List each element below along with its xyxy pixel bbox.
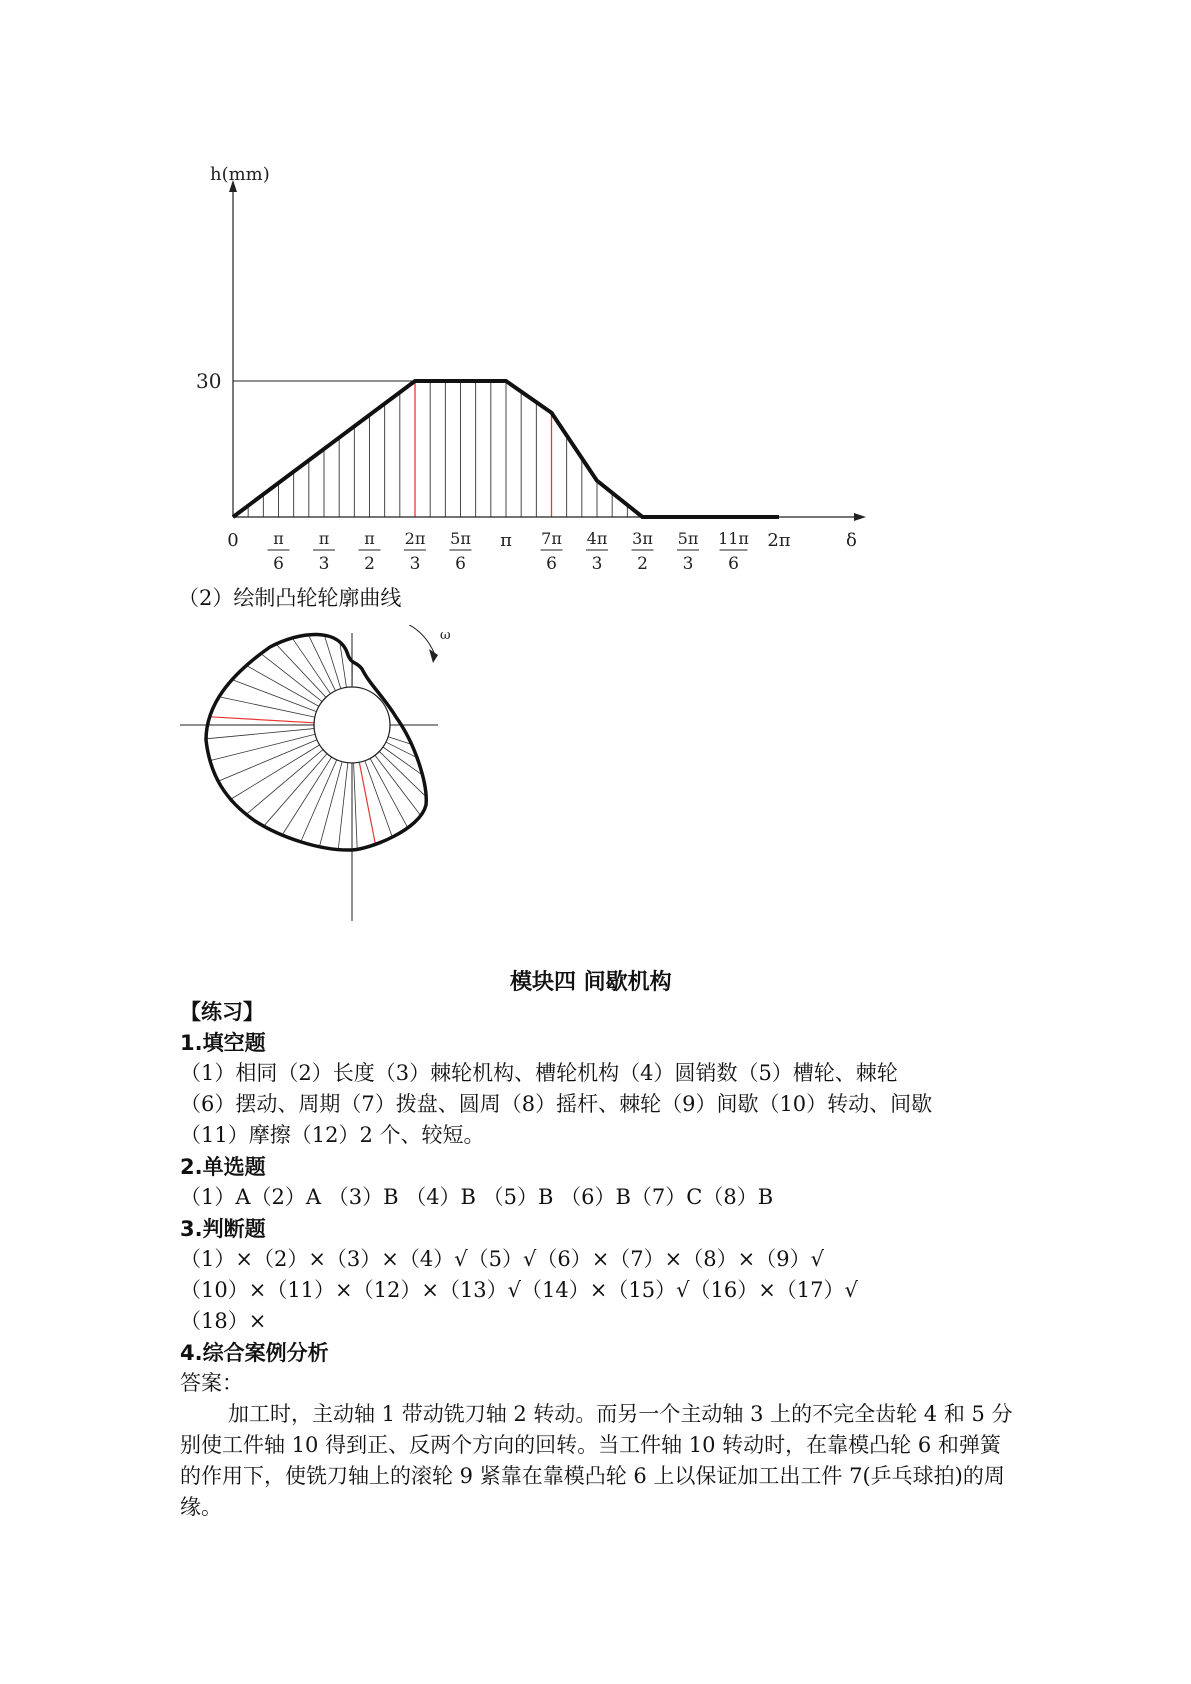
x-tick-label: π bbox=[500, 530, 512, 551]
chart-axes bbox=[229, 180, 866, 521]
omega-label: ω bbox=[440, 628, 451, 643]
fill-blank-heading: 1.填空题 bbox=[180, 1031, 266, 1055]
x-tick-denominator: 3 bbox=[318, 554, 330, 574]
cam-ray bbox=[370, 758, 408, 827]
y-tick-label: 30 bbox=[196, 369, 222, 393]
x-tick-label: 2π bbox=[767, 530, 791, 551]
cam-ray bbox=[264, 754, 327, 826]
answer-paragraph: 加工时，主动轴 1 带动铣刀轴 2 转动。而另一个主动轴 3 上的不完全齿轮 4 和 5 分别使工件轴 10 得到正、反两个方向的回转。当工件轴 10 转动时，在靠模凸轮 6 和弹簧的作用下，使铣刀轴上的滚轮 9 紧靠在靠模凸轮 6 上以保证加工出工件 7(乒乓球拍)的周缘。 bbox=[180, 1402, 1013, 1519]
x-tick-label: 0 bbox=[227, 530, 239, 551]
x-tick-denominator: 6 bbox=[455, 554, 466, 574]
single-choice-line: （1）A（2）A （3）B （4）B （5）B （6）B（7）C（8）B bbox=[180, 1185, 774, 1209]
x-tick-denominator: 6 bbox=[273, 554, 284, 574]
fill-blank-line: （1）相同（2）长度（3）棘轮机构、槽轮机构（4）圆销数（5）槽轮、棘轮 bbox=[180, 1061, 898, 1085]
cam-ray bbox=[319, 762, 342, 847]
x-tick-numerator: 4π bbox=[586, 529, 608, 548]
chart-hatching bbox=[248, 381, 627, 517]
cam-ray bbox=[219, 697, 315, 717]
x-tick-numerator: 5π bbox=[450, 529, 471, 548]
cam-ray bbox=[354, 763, 358, 849]
x-tick-denominator: 2 bbox=[637, 554, 648, 574]
chart-labels bbox=[196, 164, 857, 574]
x-axis-arrowhead bbox=[854, 513, 866, 521]
x-tick-denominator: 6 bbox=[546, 554, 557, 574]
cam-ray bbox=[231, 745, 320, 800]
cam-ray bbox=[246, 665, 318, 706]
x-tick-denominator: 2 bbox=[364, 554, 375, 574]
true-false-line: （10）×（11）×（12）×（13）√（14）×（15）√（16）×（17）√ bbox=[180, 1278, 858, 1302]
cam-ray bbox=[359, 762, 375, 844]
true-false-line: （18）× bbox=[180, 1309, 267, 1333]
cam-ray bbox=[276, 644, 326, 697]
cam-ray bbox=[232, 680, 316, 712]
x-tick-denominator: 6 bbox=[728, 554, 739, 574]
x-tick-numerator: 7π bbox=[541, 529, 562, 548]
cam-ray bbox=[206, 729, 314, 739]
module-title: 模块四 间歇机构 bbox=[510, 970, 672, 995]
fill-blank-line: （6）摆动、周期（7）拨盘、圆周（8）摇杆、棘轮（9）间歇（10）转动、间歇 bbox=[180, 1092, 933, 1116]
cam-caption: （2）绘制凸轮轮廓曲线 bbox=[178, 586, 402, 610]
cam-profile-drawing bbox=[170, 625, 470, 925]
x-tick-numerator: 5π bbox=[677, 529, 699, 548]
cam-ray bbox=[292, 638, 330, 694]
practice-heading: 【练习】 bbox=[180, 1000, 264, 1024]
omega-arrow bbox=[370, 625, 435, 655]
cam-ray bbox=[324, 636, 340, 689]
x-tick-numerator: 11π bbox=[718, 529, 749, 548]
single-choice-heading: 2.单选题 bbox=[180, 1155, 266, 1179]
y-axis-label: h(mm) bbox=[210, 164, 270, 185]
x-tick-numerator: 3π bbox=[632, 529, 653, 548]
x-tick-numerator: 2π bbox=[404, 529, 426, 548]
x-tick-denominator: 3 bbox=[682, 554, 694, 574]
x-tick-denominator: 3 bbox=[591, 554, 603, 574]
x-tick-numerator: π bbox=[273, 529, 284, 548]
true-false-line: （1）×（2）×（3）×（4）√（5）√（6）×（7）×（8）×（9）√ bbox=[180, 1247, 824, 1271]
displacement-chart bbox=[0, 0, 900, 590]
cam-ray bbox=[338, 763, 348, 850]
x-axis-label: δ bbox=[846, 530, 857, 551]
answer-label: 答案： bbox=[180, 1371, 243, 1395]
cam-rays bbox=[206, 635, 426, 850]
cam-base-circle bbox=[314, 687, 390, 763]
fill-blank-line: （11）摩擦（12）2 个、较短。 bbox=[180, 1123, 485, 1147]
cam-ray bbox=[210, 717, 314, 723]
true-false-heading: 3.判断题 bbox=[180, 1217, 266, 1241]
x-tick-numerator: π bbox=[318, 529, 330, 548]
x-tick-denominator: 3 bbox=[409, 554, 421, 574]
cam-outline bbox=[206, 634, 426, 850]
cam-ray bbox=[246, 750, 323, 815]
cam-ray bbox=[379, 751, 426, 797]
case-analysis-heading: 4.综合案例分析 bbox=[180, 1341, 329, 1365]
x-tick-numerator: π bbox=[364, 529, 375, 548]
